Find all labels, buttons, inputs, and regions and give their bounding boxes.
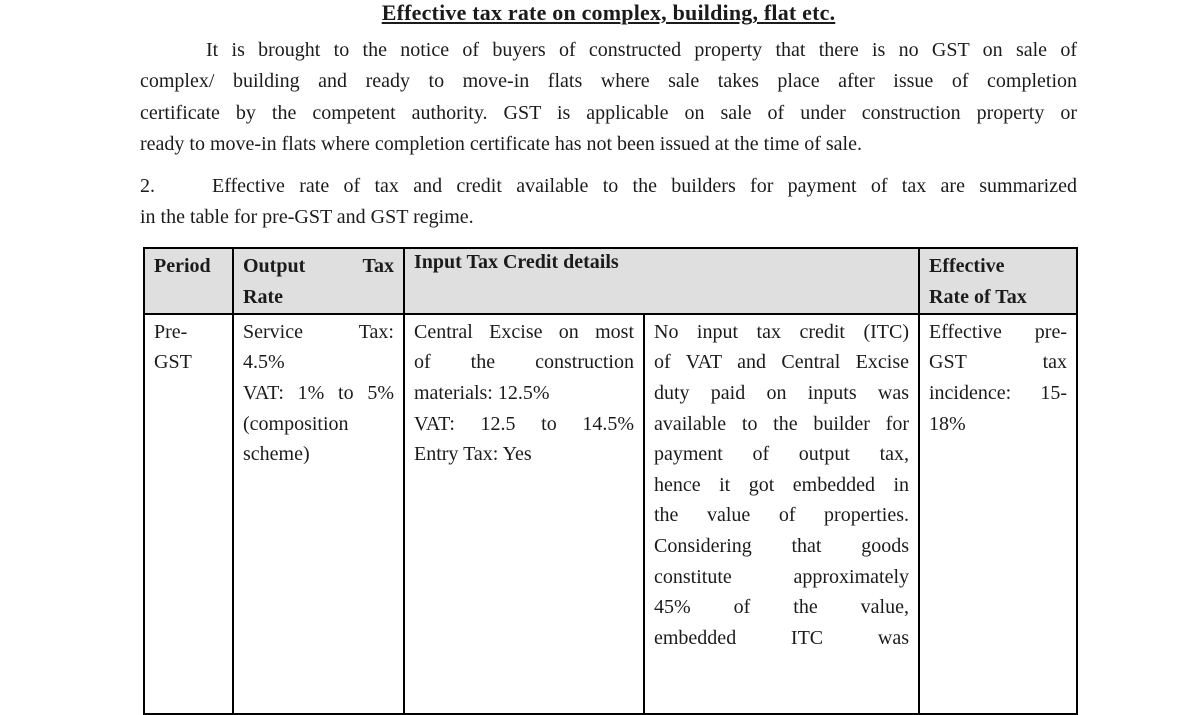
point-2-paragraph <box>140 171 1077 234</box>
text-line: of the construction <box>414 351 634 374</box>
text-line: incidence: 15- <box>929 381 1067 404</box>
text-line: 2. Effective rate of tax and credit available to the builders for payment of tax are summarized <box>140 171 1077 202</box>
text-line: Entry Tax: Yes <box>414 443 532 466</box>
cell-output-tax-rate <box>233 314 404 714</box>
text-line: Central Excise on most <box>414 320 634 343</box>
text-line: in the table for pre-GST and GST regime. <box>140 206 474 229</box>
text-line: (composition <box>243 412 349 435</box>
header-output-tax-rate <box>233 248 404 314</box>
header-effective-rate-of-tax <box>919 248 1077 314</box>
text-line: It is brought to the notice of buyers of constructed property that there is no GST on sale of <box>206 39 1077 61</box>
text-line: Rate of Tax <box>929 285 1027 308</box>
text-line: hence it got embedded in <box>654 473 909 496</box>
text-line: 45% of the value, <box>654 596 909 619</box>
table-row-pre-gst <box>144 314 1077 714</box>
text-line: the value of properties. <box>654 504 909 527</box>
text-line: Rate <box>243 285 283 308</box>
text-line: 4.5% <box>243 351 285 374</box>
text-line: constitute approximately <box>654 565 909 588</box>
text-line: Effective <box>929 254 1005 277</box>
intro-paragraph <box>140 35 1077 160</box>
header-period <box>144 248 233 314</box>
text-line: Effective pre- <box>929 320 1067 343</box>
text-line: Considering that goods <box>654 534 909 557</box>
table-header-row <box>144 248 1077 314</box>
paragraph-number: 2. <box>140 175 155 198</box>
text-line: Service Tax: <box>243 320 394 343</box>
text-line: duty paid on inputs was <box>654 381 909 404</box>
text-line: GST tax <box>929 351 1067 374</box>
text-line: VAT: 12.5 to 14.5% <box>414 412 634 435</box>
text-line: Pre- <box>154 320 188 343</box>
cell-period <box>144 314 233 714</box>
tax-comparison-table <box>143 247 1078 715</box>
text-line: embedded ITC was <box>654 626 909 649</box>
text-line: No input tax credit (ITC) <box>654 320 909 343</box>
cell-itc-part-a <box>404 314 644 714</box>
cell-itc-part-b <box>644 314 919 714</box>
text-line: GST <box>154 351 192 374</box>
text-line: available to the builder for <box>654 412 909 435</box>
text-line: Period <box>154 254 211 277</box>
text-line: 18% <box>929 412 966 435</box>
document-page <box>140 0 1077 649</box>
text-line: certificate by the competent authority. GST is applicable on sale of under construction property or <box>140 101 1077 124</box>
text-line: Output Tax <box>243 254 394 277</box>
text-line: ready to move-in flats where completion certificate has not been issued at the time of sale. <box>140 132 862 155</box>
text-line: scheme) <box>243 443 310 466</box>
text-line: payment of output tax, <box>654 443 909 466</box>
text-line: materials: 12.5% <box>414 381 550 404</box>
header-input-tax-credit-details: Input Tax Credit details <box>404 248 919 314</box>
document-title: Effective tax rate on complex, building, flat etc. <box>381 0 836 25</box>
cell-effective-rate <box>919 314 1077 714</box>
text-line: VAT: 1% to 5% <box>243 381 394 404</box>
text-line: complex/ building and ready to move-in flats where sale takes place after issue of completion <box>140 70 1077 93</box>
text-line: of VAT and Central Excise <box>654 351 909 374</box>
